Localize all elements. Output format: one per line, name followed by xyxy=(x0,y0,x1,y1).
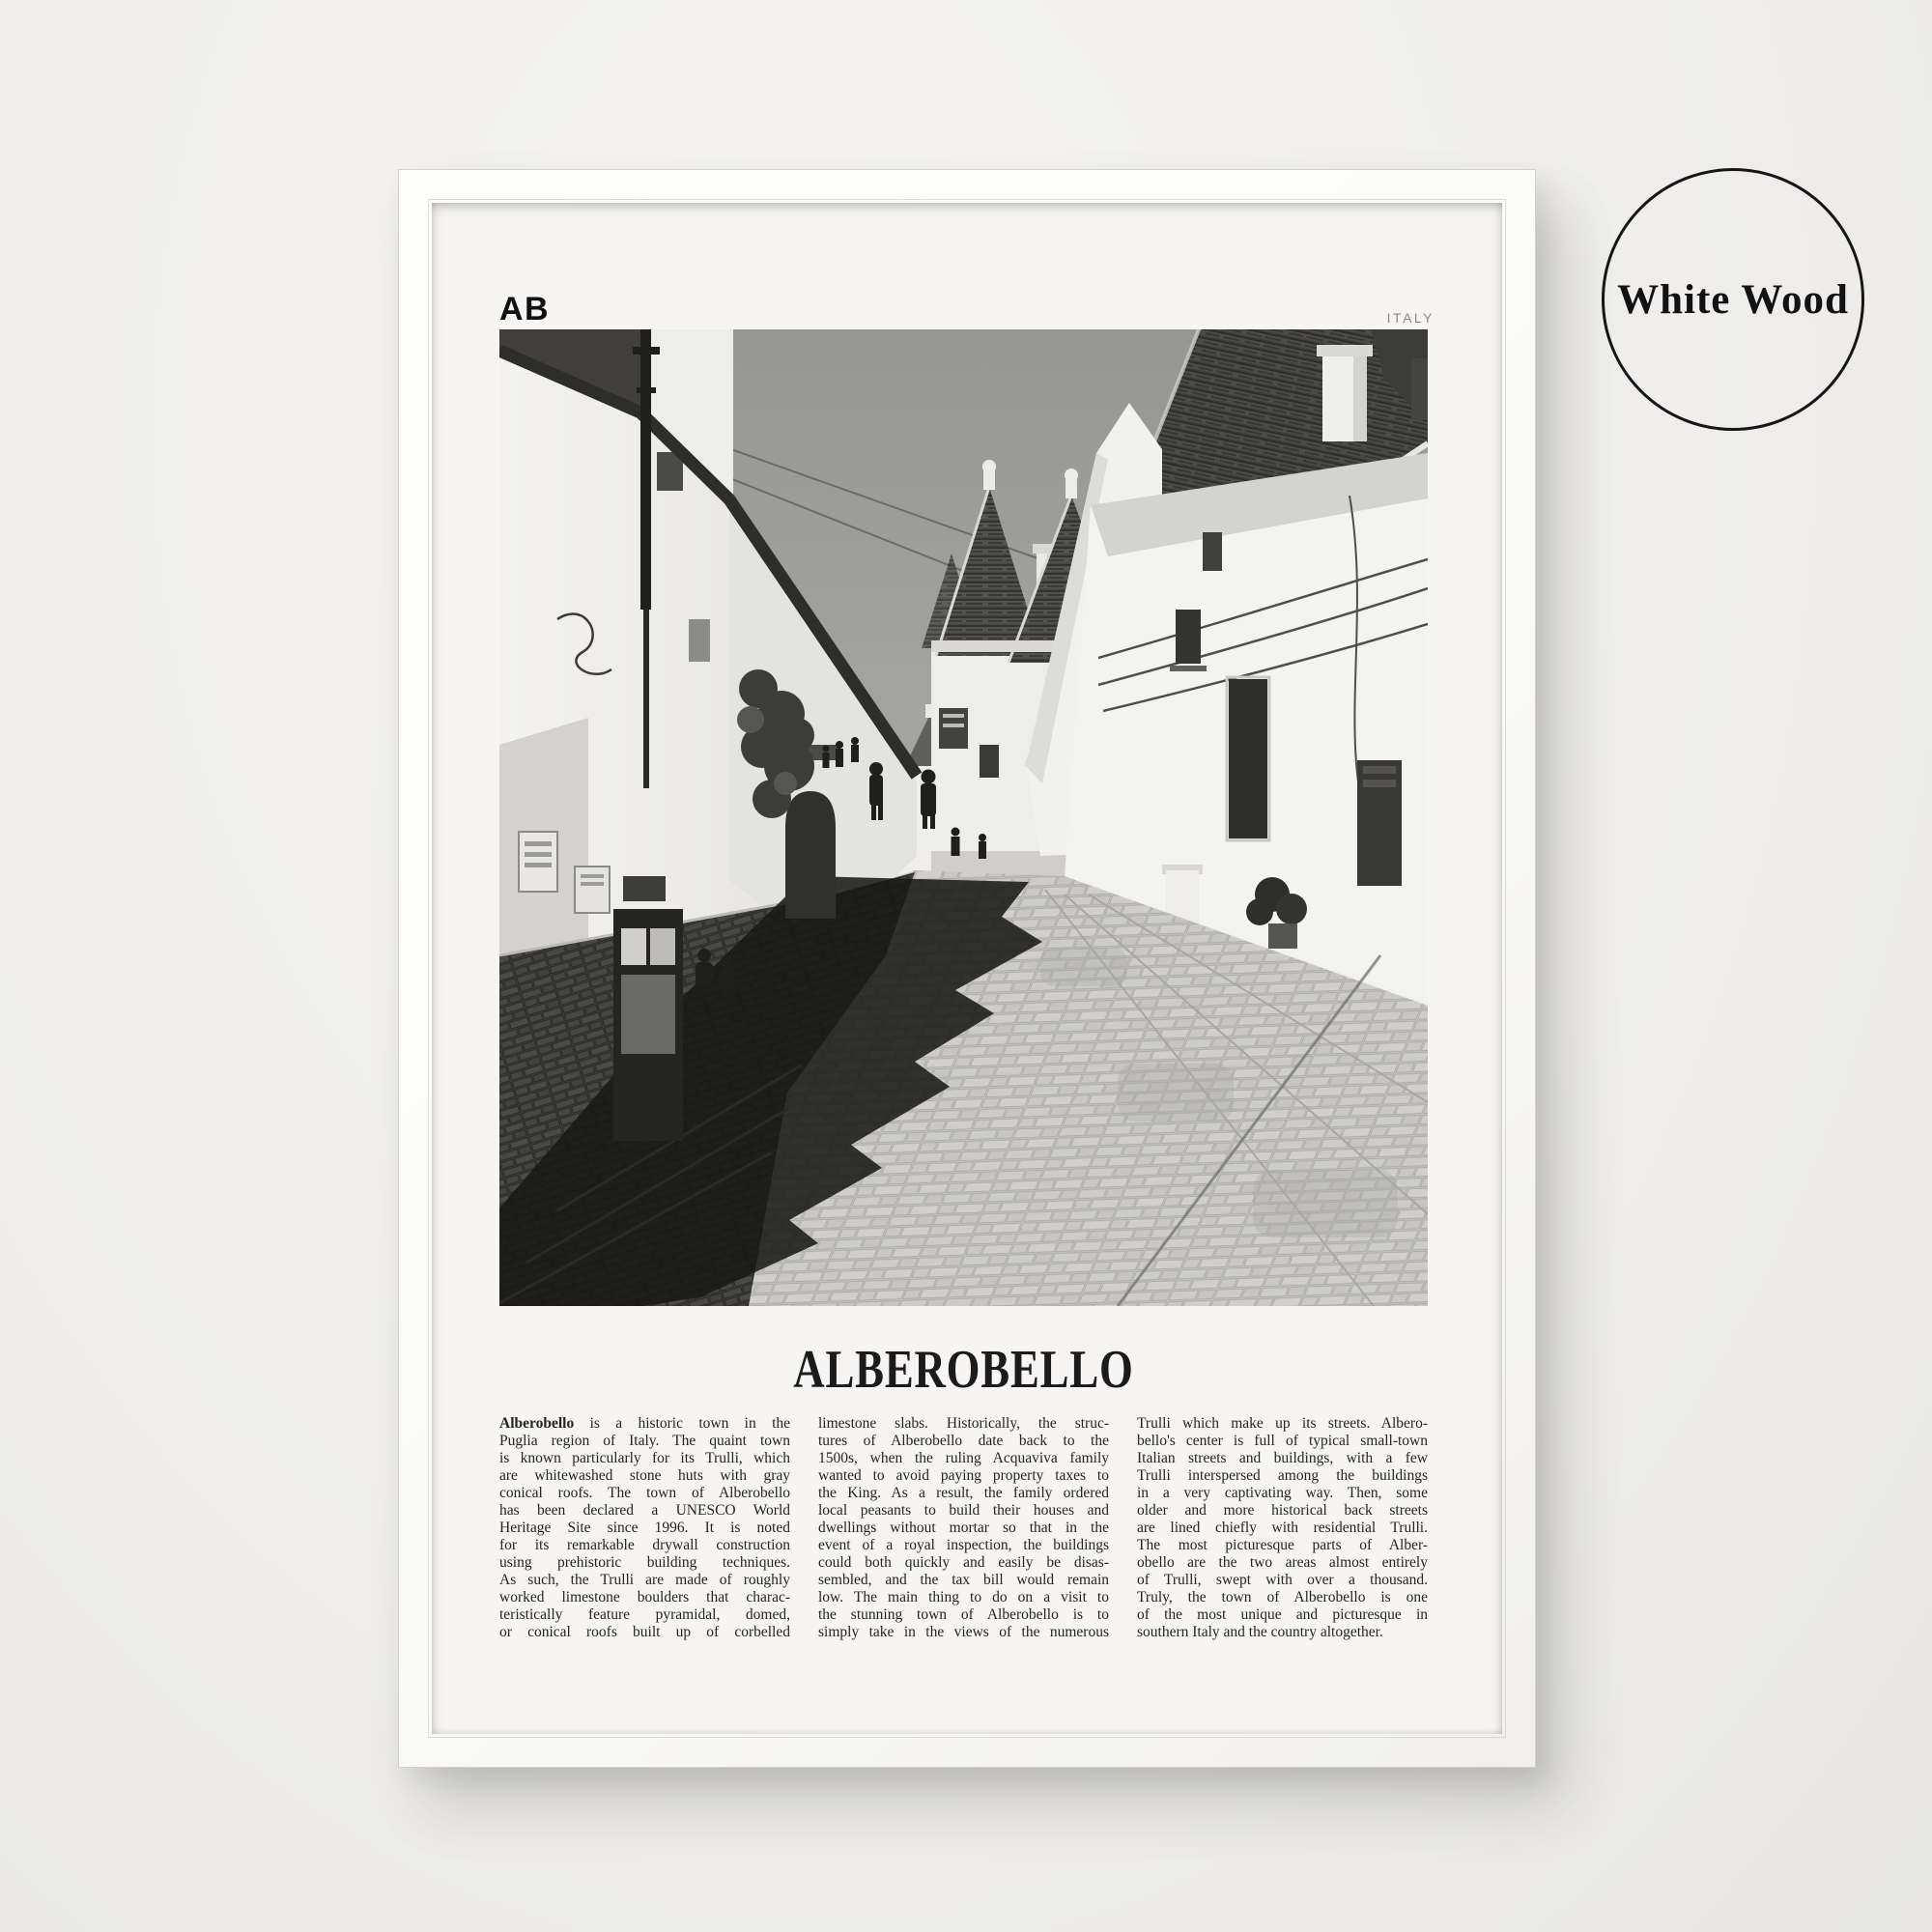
poster-paper xyxy=(432,203,1502,1734)
body-line: sembled, and the tax bill would remain xyxy=(818,1572,1109,1588)
body-line: the King. As a result, the family ordered xyxy=(818,1485,1109,1501)
body-line: the stunning town of Alberobello is to xyxy=(818,1606,1109,1623)
body-line: of the most unique and picturesque in xyxy=(1137,1606,1428,1623)
body-line: Truly, the town of Alberobello is one xyxy=(1137,1589,1428,1605)
frame-style-label: White Wood xyxy=(1617,276,1849,323)
body-line: could both quickly and easily be disas- xyxy=(818,1554,1109,1571)
body-line: event of a royal inspection, the buildings xyxy=(818,1537,1109,1553)
body-line: Trulli which make up its streets. Albero- xyxy=(1137,1415,1428,1432)
body-line: Alberobello is a historic town in the xyxy=(499,1415,790,1432)
body-line: using prehistoric building techniques. xyxy=(499,1554,790,1571)
body-column xyxy=(818,1415,1109,1641)
body-line: for its remarkable drywall construction xyxy=(499,1537,790,1553)
body-line: in a very captivating way. Then, some xyxy=(1137,1485,1428,1501)
body-line: The most picturesque parts of Alber- xyxy=(1137,1537,1428,1553)
body-column xyxy=(499,1415,790,1641)
body-column xyxy=(1137,1415,1428,1641)
frame-style-badge xyxy=(1602,168,1864,431)
body-line: simply take in the views of the numerous xyxy=(818,1624,1109,1640)
body-line: low. The main thing to do on a visit to xyxy=(818,1589,1109,1605)
poster-country-label: ITALY xyxy=(1386,310,1435,326)
body-line: has been declared a UNESCO World xyxy=(499,1502,790,1519)
body-line: 1500s, when the ruling Acquaviva family xyxy=(818,1450,1109,1466)
body-line: older and more historical back streets xyxy=(1137,1502,1428,1519)
poster-brand-mark: AB xyxy=(499,291,551,327)
poster-photo xyxy=(499,329,1428,1306)
body-line: worked limestone boulders that charac- xyxy=(499,1589,790,1605)
alberobello-street-illustration xyxy=(499,329,1428,1306)
body-line: limestone slabs. Historically, the struc- xyxy=(818,1415,1109,1432)
body-line: southern Italy and the country altogether. xyxy=(1137,1624,1383,1640)
body-line: wanted to avoid paying property taxes to xyxy=(818,1467,1109,1484)
body-line: Heritage Site since 1996. It is noted xyxy=(499,1520,790,1536)
body-line: is known particularly for its Trulli, which xyxy=(499,1450,790,1466)
body-line: dwellings without mortar so that in the xyxy=(818,1520,1109,1536)
body-line: Puglia region of Italy. The quaint town xyxy=(499,1433,790,1449)
body-line: teristically feature pyramidal, domed, xyxy=(499,1606,790,1623)
body-line: are whitewashed stone huts with gray xyxy=(499,1467,790,1484)
body-line: of Trulli, swept with over a thousand. xyxy=(1137,1572,1428,1588)
body-line: local peasants to build their houses and xyxy=(818,1502,1109,1519)
poster-title: ALBEROBELLO xyxy=(793,1340,1134,1400)
body-line: Italian streets and buildings, with a few xyxy=(1137,1450,1428,1466)
body-line: are lined chiefly with residential Trulli. xyxy=(1137,1520,1428,1536)
body-line: obello are the two areas almost entirely xyxy=(1137,1554,1428,1571)
poster-frame xyxy=(398,169,1536,1768)
body-line: tures of Alberobello date back to the xyxy=(818,1433,1109,1449)
body-line: bello's center is full of typical small-town xyxy=(1137,1433,1428,1449)
body-columns xyxy=(499,1415,1428,1641)
body-line: or conical roofs built up of corbelled xyxy=(499,1624,790,1640)
body-line: conical roofs. The town of Alberobello xyxy=(499,1485,790,1501)
body-line: As such, the Trulli are made of roughly xyxy=(499,1572,790,1588)
body-line: Trulli interspersed among the buildings xyxy=(1137,1467,1428,1484)
